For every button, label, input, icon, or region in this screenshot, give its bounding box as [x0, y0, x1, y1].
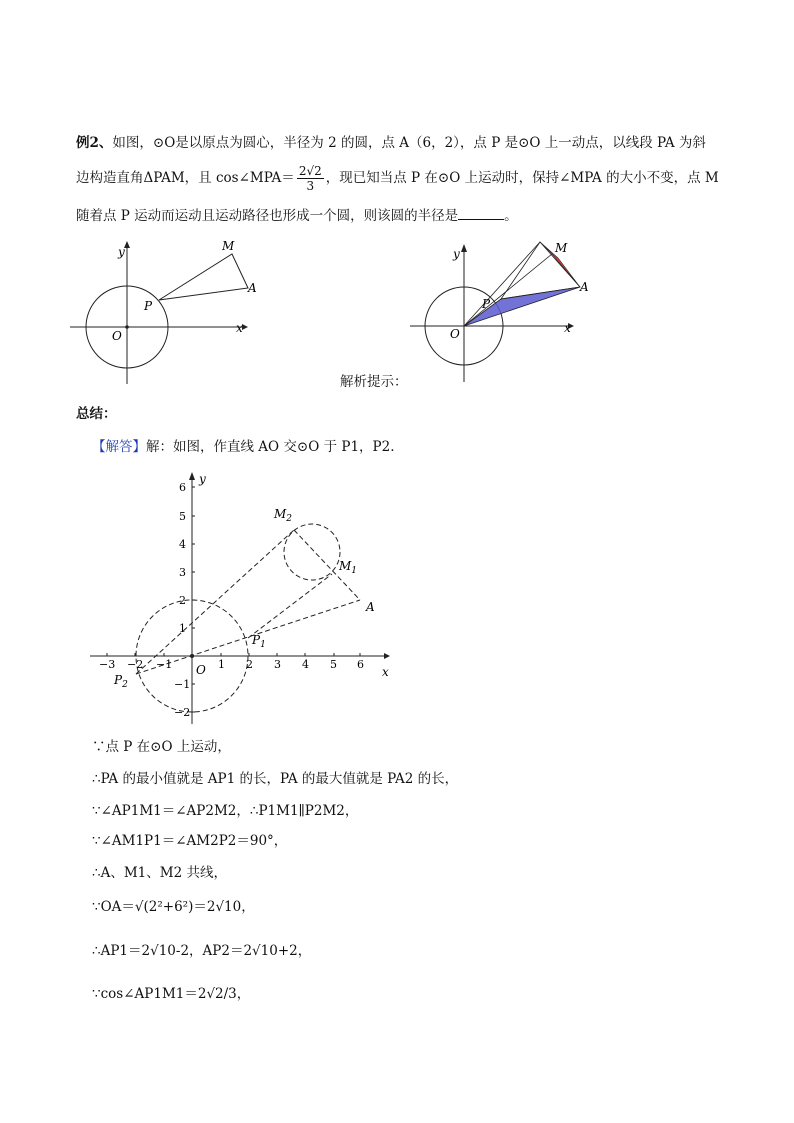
fig3-p1-label: $P_1$	[252, 633, 266, 650]
fig1-y-label: y	[118, 245, 125, 259]
fig1-triangle	[159, 254, 248, 300]
fig3-ytick-5: 5	[179, 510, 186, 523]
problem-text-2b: ，现已知当点 P 在⊙O 上运动时，保持∠MPA 的大小不变，点 M	[325, 170, 719, 186]
fig3-ytick-n2: −2	[174, 706, 191, 719]
fraction-denominator: 3	[306, 179, 315, 193]
fig3-line-p1m1	[248, 574, 332, 638]
fig3-xtick-n3: −3	[99, 658, 116, 671]
fig3-xtick-n2: −2	[127, 658, 144, 671]
fig3-ytick-2: 2	[179, 594, 186, 607]
answer-intro-text: 解：如图，作直线 AO 交⊙O 于 P1，P2.	[146, 439, 395, 455]
fig3-xtick-labels	[99, 658, 364, 671]
step-2: ∴PA 的最小值就是 AP1 的长，PA 的最大值就是 PA2 的长，	[92, 771, 459, 787]
fig2-m-label: M	[555, 241, 568, 255]
fig3-ytick-3: 3	[179, 566, 186, 579]
problem-text-1: 如图，⊙O是以原点为圆心，半径为 2 的圆，点 A（6，2），点 P 是⊙O 上一动点，以线段 PA 为斜	[112, 135, 706, 151]
fig3-ytick-n1: −1	[174, 678, 191, 691]
figure-2	[400, 236, 600, 386]
fig3-y-label: y	[199, 472, 206, 486]
fig3-o-label: O	[196, 663, 206, 677]
fig1-p-label: P	[144, 299, 153, 313]
fig3-xtick-2: 2	[246, 658, 253, 671]
answer-blank[interactable]	[458, 207, 504, 220]
problem-text-3: 随着点 P 运动而运动且运动路径也形成一个圆，则该圆的半径是	[76, 208, 459, 224]
problem-line-2	[76, 164, 719, 193]
fig2-y-arrow	[461, 244, 467, 252]
fig3-xtick-5: 5	[330, 658, 337, 671]
fig3-xtick-1: 1	[218, 658, 225, 671]
fig1-a-label: A	[248, 281, 257, 295]
step-7: ∴AP1＝2√10-2，AP2＝2√10+2，	[92, 943, 312, 959]
fig1-o-label: O	[112, 329, 122, 343]
fig2-o-label: O	[450, 327, 460, 341]
problem-text-2a: 边构造直角ΔPAM，且 cos∠MPA＝	[76, 170, 295, 186]
summary-label: 总结：	[76, 406, 117, 422]
fig3-a-label: A	[366, 600, 375, 614]
answer-intro	[92, 438, 395, 456]
fig2-y-label: y	[453, 247, 460, 261]
fig1-m-label: M	[222, 239, 235, 253]
fig1-x-label: x	[236, 321, 243, 335]
fig3-circle-m	[284, 524, 340, 580]
hint-label: 解析提示：	[340, 374, 408, 390]
fig3-xtick-3: 3	[274, 658, 281, 671]
fig2-x-label: x	[564, 321, 571, 335]
fig3-ticks	[107, 487, 360, 712]
fig3-xtick-4: 4	[302, 658, 309, 671]
fig2-a-label: A	[580, 280, 589, 294]
fig3-line-p2m2	[136, 530, 294, 674]
fig3-p2-label: $P_2$	[114, 673, 128, 690]
problem-title: 例2、	[76, 135, 113, 151]
problem-line-3	[76, 207, 518, 225]
fig3-xtick-n1: −1	[156, 658, 173, 671]
fig1-y-arrow	[124, 241, 130, 248]
step-1: ∵点 P 在⊙O 上运动，	[92, 739, 231, 755]
problem-line-1	[76, 134, 706, 152]
cos-fraction	[297, 164, 324, 193]
fig3-ytick-1: 1	[179, 622, 186, 635]
fig3-origin-dot	[190, 654, 194, 658]
figure-3	[86, 466, 406, 726]
fig3-x-arrow	[384, 653, 390, 659]
fig1-x-arrow	[242, 324, 248, 330]
fig3-xtick-6: 6	[357, 658, 364, 671]
step-6: ∵OA＝√(2²+6²)＝2√10，	[92, 899, 255, 915]
fig3-m2-label: $M_2$	[274, 507, 293, 524]
answer-bracket: 【解答】	[92, 439, 146, 455]
fig2-line-om2	[464, 254, 552, 326]
fig2-p-label: P	[482, 297, 491, 311]
fig3-ytick-6: 6	[179, 481, 186, 494]
fig3-y-arrow	[189, 472, 195, 480]
step-3: ∵∠AP1M1＝∠AP2M2，∴P1M1∥P2M2，	[92, 803, 359, 819]
fig3-m1-label: $M_1$	[339, 559, 358, 576]
step-4: ∵∠AM1P1＝∠AM2P2＝90°，	[92, 833, 288, 849]
fig1-origin-dot	[125, 325, 129, 329]
figure-1	[60, 236, 270, 386]
step-8: ∵cos∠AP1M1＝2√2/3，	[92, 986, 251, 1002]
step-5: ∴A、M1、M2 共线，	[92, 865, 227, 881]
problem-text-3-end: 。	[504, 208, 518, 224]
fig3-x-label: x	[382, 665, 389, 679]
fig3-ytick-4: 4	[179, 538, 186, 551]
fraction-numerator: 2√2	[298, 164, 322, 178]
